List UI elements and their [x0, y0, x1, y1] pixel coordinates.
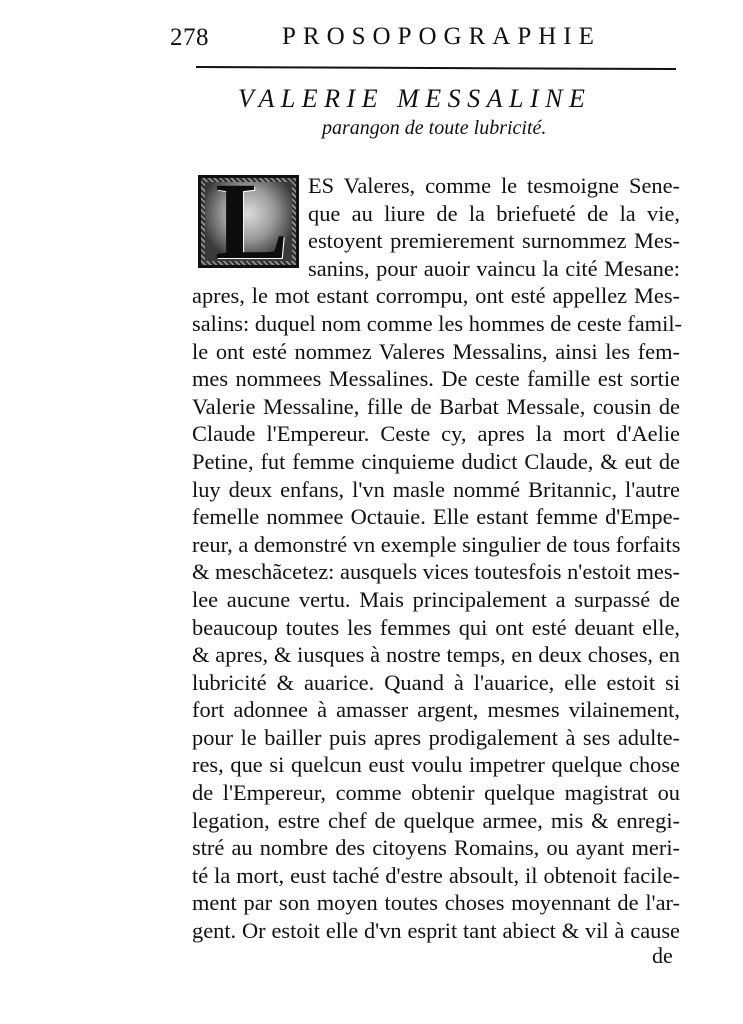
text-line: & meschãcetez: ausquels vices toutesfois n'estoit mes-	[192, 559, 680, 585]
text-line: Valerie Messaline, fille de Barbat Messale, cousin de	[192, 393, 680, 419]
text-line: estoyent premierement surnommez Mes-	[308, 228, 680, 254]
text-line: luy deux enfans, l'vn masle nommé Britannic, l'autre	[192, 476, 680, 502]
text-line: lubricité & auarice. Quand à l'auarice, elle estoit si	[192, 669, 680, 695]
text-line: Claude l'Empereur. Ceste cy, apres la mort d'Aelie	[192, 421, 680, 447]
text-line: res, que si quelcun eust voulu impetrer quelque chose	[192, 752, 680, 778]
text-line: ment par son moyen toutes choses moyennant de l'ar-	[192, 890, 680, 916]
text-line: mes nommees Messalines. De ceste famille est sortie	[192, 366, 680, 392]
header-rule	[196, 66, 676, 70]
running-head: PROSOPOGRAPHIE	[282, 23, 601, 50]
chapter-title: VALERIE MESSALINE	[238, 84, 592, 113]
text-line: que au liure de la briefueté de la vie,	[308, 200, 680, 226]
initial-letter: L	[215, 175, 289, 268]
text-line: salins: duquel nom comme les hommes de ceste famil-	[192, 310, 682, 336]
text-line: sanins, pour auoir vaincu la cité Mesane:	[308, 255, 680, 281]
text-line: fort adonnee à amasser argent, mesmes vilainement,	[192, 697, 680, 723]
text-line: gent. Or estoit elle d'vn esprit tant abiect & vil à cause	[192, 918, 680, 944]
text-line: lee aucune vertu. Mais principalement a surpassé de	[192, 586, 680, 612]
text-line: té la mort, eust taché d'estre absoult, il obtenoit facile-	[192, 862, 680, 888]
text-line: de l'Empereur, comme obtenir quelque magistrat ou	[192, 780, 680, 806]
text-line: femelle nommee Octauie. Elle estant femme d'Empe-	[192, 504, 680, 530]
page-number: 278	[170, 24, 209, 51]
chapter-subtitle: parangon de toute lubricité.	[322, 117, 547, 139]
text-line: apres, le mot estant corrompu, ont esté appellez Mes-	[192, 283, 680, 309]
text-line: Petine, fut femme cinquieme dudict Claude, & eut de	[192, 448, 680, 474]
catchword: de	[652, 943, 673, 968]
text-line: pour le bailler puis apres prodigalement à ses adulte-	[192, 724, 680, 750]
text-line: ES Valeres, comme le tesmoigne Sene-	[308, 173, 680, 198]
text-line: le ont esté nommez Valeres Messalins, ainsi les fem-	[192, 338, 680, 364]
text-line: stré au nombre des citoyens Romains, ou ayant meri-	[192, 835, 680, 861]
text-line: legation, estre chef de quelque armee, mis & enregi-	[192, 807, 680, 833]
body-text	[192, 172, 680, 945]
text-line: reur, a demonstré vn exemple singulier de tous forfaits	[192, 531, 681, 557]
text-line: beaucoup toutes les femmes qui ont esté deuant elle,	[192, 614, 680, 640]
text-line: & apres, & iusques à nostre temps, en deux choses, en	[192, 642, 680, 668]
